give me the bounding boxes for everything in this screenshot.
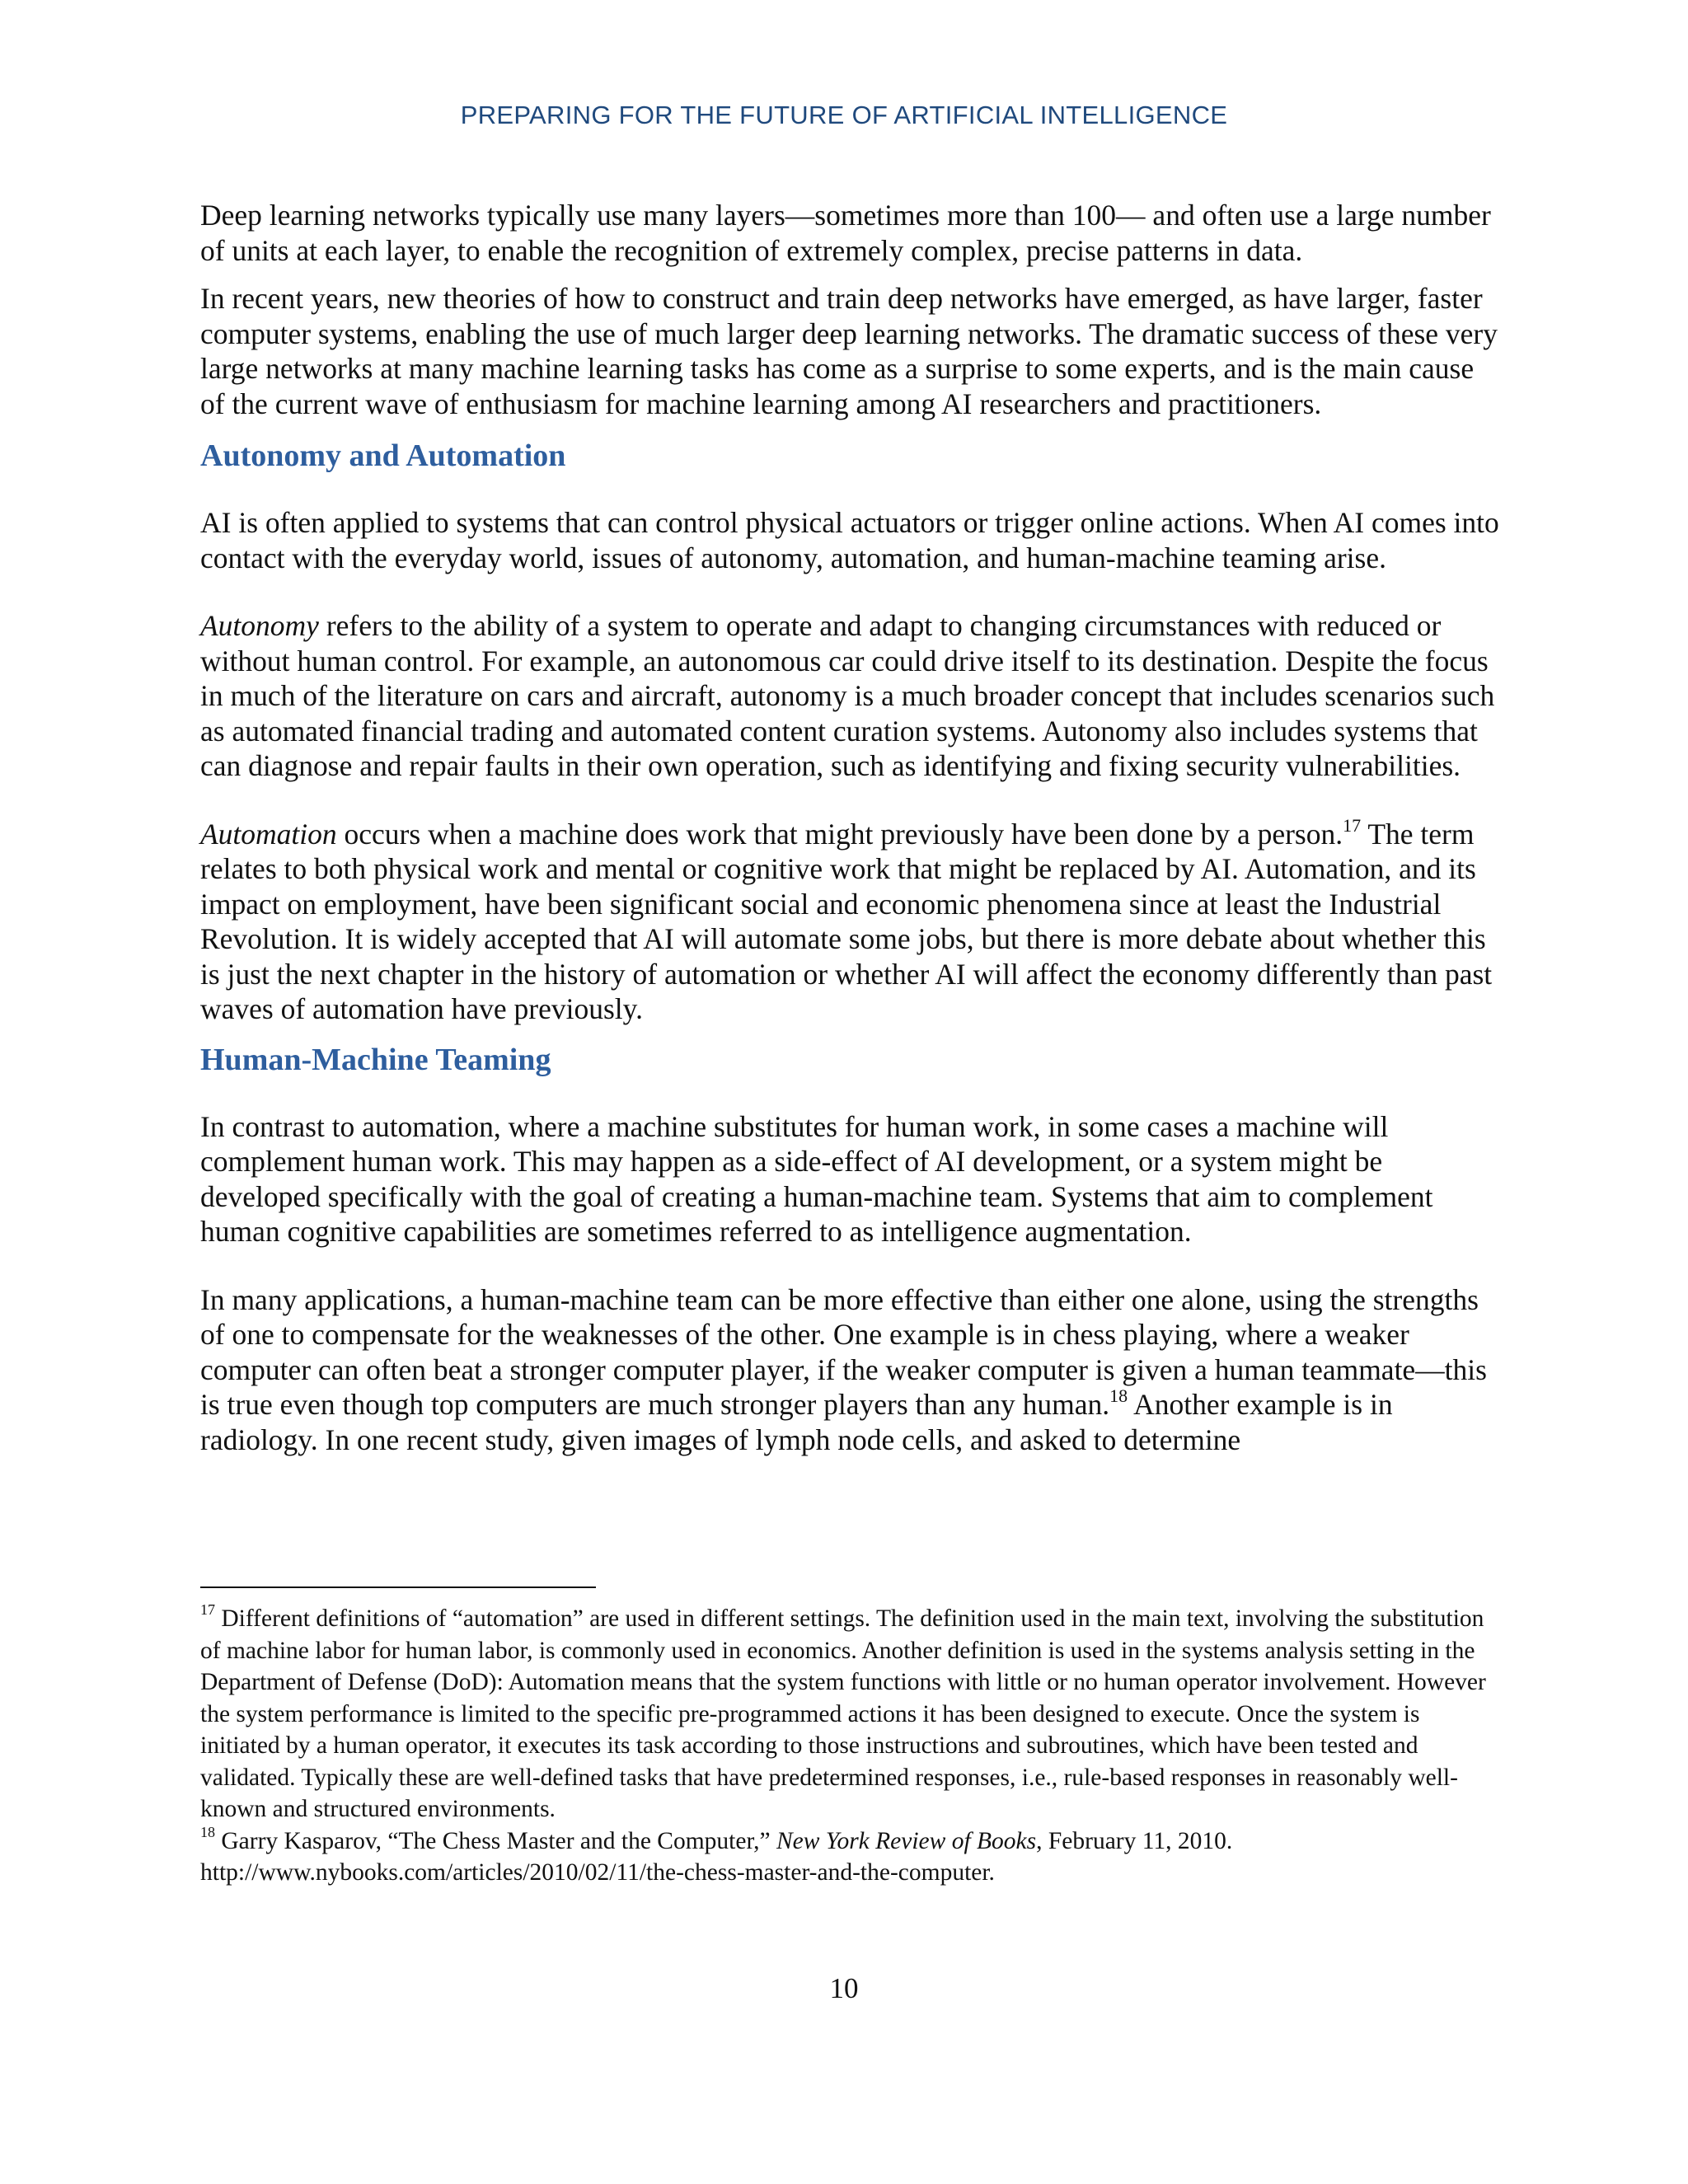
footnote-18-publication: New York Review of Books — [776, 1827, 1037, 1854]
page-number: 10 — [829, 1972, 859, 2004]
footnote-separator — [200, 1586, 596, 1588]
paragraph-autonomy-text: refers to the ability of a system to operate and adapt to changing circumstances with reduced or without human control. For example, an autonomous car could drive itself to its destination. Despite the focus in much of the literature on cars and aircraft, autonomy is a much broader concept that includes scenarios such as automated financial trading and automated content curation systems. Autonomy also includes systems that can diagnose and repair faults in their own operation, such as identifying and fixing security vulnerabilities. — [200, 609, 1495, 782]
paragraph-automation — [200, 814, 1503, 1027]
footnote-17 — [200, 1603, 1503, 1825]
running-header: PREPARING FOR THE FUTURE OF ARTIFICIAL INTELLIGENCE — [460, 101, 1228, 129]
footnote-ref-17[interactable]: 17 — [1343, 814, 1362, 836]
footnote-18-text-b: , February 11, 2010. — [1036, 1827, 1233, 1854]
paragraph-automation-text-b: The term relates to both physical work and mental or cognitive work that might be replaced by AI. Automation, and its impact on employment, have been significant social and economic phenomena since at least the Industrial Revolution. It is widely accepted that AI will automate some jobs, but there is more debate about whether this is just the next chapter in the history of automation or whether AI will affect the economy differently than past waves of automation have previously. — [200, 817, 1493, 1025]
paragraph-contrast-automation: In contrast to automation, where a machine substitutes for human work, in some cases a machine will complement human work. This may happen as a side-effect of AI development, or a system might be developed specifically with the goal of creating a human-machine team. Systems that aim to complement human cognitive capabilities are sometimes referred to as intelligence augmentation. — [200, 1109, 1433, 1248]
paragraph-deep-learning-layers: Deep learning networks typically use many layers—sometimes more than 100— and often use a large number of units at each layer, to enable the recognition of extremely complex, precise patterns in data. — [200, 199, 1491, 267]
term-automation: Automation — [200, 817, 337, 851]
section-heading-human-machine-teaming: Human-Machine Teaming — [200, 1042, 551, 1077]
paragraph-ai-applied: AI is often applied to systems that can control physical actuators or trigger online actions. When AI comes into contact with the everyday world, issues of autonomy, automation, and human-machine teaming arise. — [200, 506, 1499, 574]
footnote-18-text-a: Garry Kasparov, “The Chess Master and the Computer,” — [215, 1827, 776, 1854]
footnotes — [200, 1603, 1503, 1889]
term-autonomy: Autonomy — [200, 609, 319, 642]
footnote-18 — [200, 1825, 1503, 1889]
paragraph-automation-text-a: occurs when a machine does work that might previously have been done by a person. — [336, 817, 1343, 851]
paragraph-autonomy — [200, 608, 1503, 784]
footnote-number-17: 17 — [200, 1601, 215, 1619]
footnote-18-url[interactable]: http://www.nybooks.com/articles/2010/02/11/the-chess-master-and-the-computer. — [200, 1859, 995, 1886]
paragraph-human-machine-team — [200, 1282, 1503, 1458]
paragraph-team-text-a: In many applications, a human-machine team can be more effective than either one alone, using the strengths of one to compensate for the weaknesses of the other. One example is in chess playing, where a weaker computer can often beat a stronger computer player, if the weaker computer is given a human teammate—this is true even though top computers are much stronger players than any human. — [200, 1282, 1487, 1421]
section-heading-autonomy-automation: Autonomy and Automation — [200, 438, 566, 473]
footnote-ref-18[interactable]: 18 — [1109, 1385, 1128, 1407]
paragraph-recent-years: In recent years, new theories of how to construct and train deep networks have emerged, as have larger, faster computer systems, enabling the use of much larger deep learning networks. The dramatic success of these very large networks at many machine learning tasks has come as a surprise to some experts, and is the main cause of the current wave of enthusiasm for machine learning among AI researchers and practitioners. — [200, 282, 1498, 420]
footnote-number-18: 18 — [200, 1823, 215, 1840]
main-content — [200, 198, 1503, 1457]
paragraph-team-text-b: Another example is in radiology. In one recent study, given images of lymph node cells, and asked to determine — [200, 1388, 1393, 1456]
footnote-17-text: Different definitions of “automation” are used in different settings. The definition used in the main text, involving the substitution of machine labor for human labor, is commonly used in economics. Another definition is used in the systems analysis setting in the Department of Defense (DoD): Automation means that the system functions with little or no human operator involvement. However the system performance is limited to the specific pre-programmed actions it has been designed to execute. Once the system is initiated by a human operator, it executes its task according to those instructions and subroutines, which have been tested and validated. Typically these are well-defined tasks that have predetermined responses, i.e., rule-based responses in reasonably well-known and structured environments. — [200, 1605, 1486, 1822]
